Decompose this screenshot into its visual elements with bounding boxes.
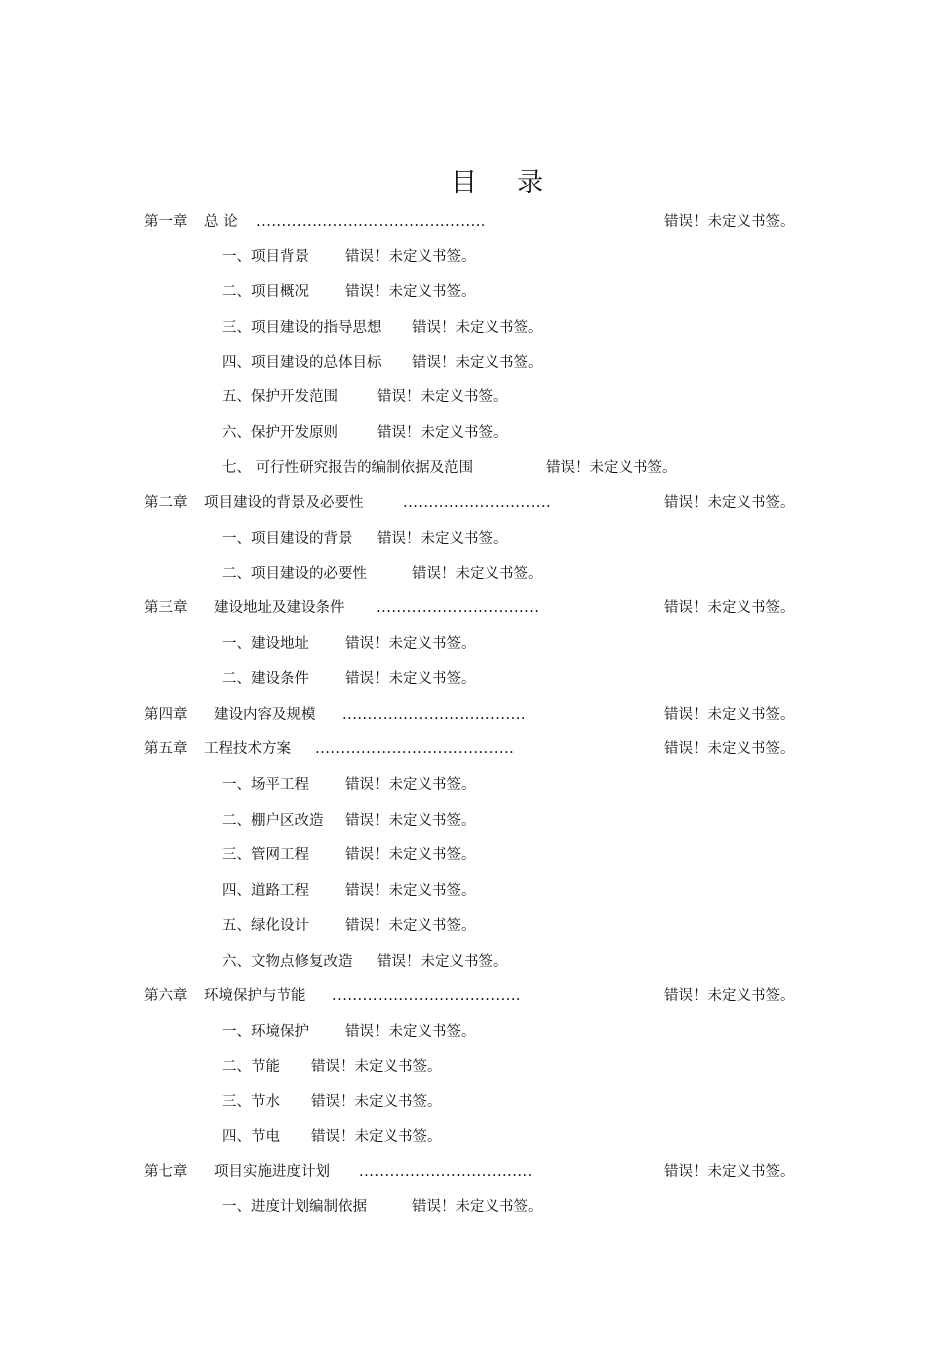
section-title: 三、项目建设的指导思想 xyxy=(222,320,382,336)
toc-section[interactable] xyxy=(0,421,950,445)
chapter-number: 第四章 xyxy=(144,707,188,723)
toc-chapter-6[interactable] xyxy=(0,984,950,1008)
page-ref-error: 错误！未定义书签。 xyxy=(345,813,476,829)
toc-section[interactable] xyxy=(0,1055,950,1079)
toc-section[interactable] xyxy=(0,950,950,974)
section-title: 一、项目背景 xyxy=(222,249,309,265)
toc-section[interactable] xyxy=(0,1090,950,1114)
chapter-title: 建设地址及建设条件 xyxy=(214,600,345,616)
page-ref-error: 错误！未定义书签。 xyxy=(311,1059,442,1075)
leader-dots: .................................. xyxy=(359,1164,533,1180)
page-ref-error: 错误！未定义书签。 xyxy=(546,460,677,476)
section-title: 五、绿化设计 xyxy=(222,918,309,934)
leader-dots: .................................... xyxy=(342,707,526,723)
toc-section[interactable] xyxy=(0,632,950,656)
section-title: 二、项目概况 xyxy=(222,284,309,300)
toc-chapter-1[interactable] xyxy=(0,210,950,234)
toc-section[interactable] xyxy=(0,562,950,586)
page-ref-error: 错误！未定义书签。 xyxy=(377,389,508,405)
page-ref-error: 错误！未定义书签。 xyxy=(377,425,508,441)
page-ref-error: 错误！未定义书签。 xyxy=(664,707,795,723)
page-ref-error: 错误！未定义书签。 xyxy=(345,249,476,265)
page-ref-error: 错误！未定义书签。 xyxy=(345,636,476,652)
page-ref-error: 错误！未定义书签。 xyxy=(345,918,476,934)
page-ref-error: 错误！未定义书签。 xyxy=(664,600,795,616)
chapter-number: 第六章 xyxy=(144,988,188,1004)
page-ref-error: 错误！未定义书签。 xyxy=(345,777,476,793)
section-title: 六、文物点修复改造 xyxy=(222,954,353,970)
chapter-title: 项目建设的背景及必要性 xyxy=(204,495,364,511)
toc-section[interactable] xyxy=(0,843,950,867)
page-ref-error: 错误！未定义书签。 xyxy=(345,284,476,300)
leader-dots: ....................................... xyxy=(315,741,515,757)
section-title: 四、节电 xyxy=(222,1129,280,1145)
page-ref-error: 错误！未定义书签。 xyxy=(377,954,508,970)
toc-section[interactable] xyxy=(0,773,950,797)
toc-chapter-4[interactable] xyxy=(0,703,950,727)
toc-section[interactable] xyxy=(0,809,950,833)
leader-dots: ............................. xyxy=(403,495,552,511)
section-title: 二、棚户区改造 xyxy=(222,813,324,829)
page-ref-error: 错误！未定义书签。 xyxy=(311,1129,442,1145)
page-ref-error: 错误！未定义书签。 xyxy=(377,531,508,547)
page-ref-error: 错误！未定义书签。 xyxy=(664,1164,795,1180)
section-title: 四、道路工程 xyxy=(222,883,309,899)
leader-dots: ................................ xyxy=(376,600,540,616)
page-ref-error: 错误！未定义书签。 xyxy=(311,1094,442,1110)
chapter-number: 第五章 xyxy=(144,741,188,757)
page-ref-error: 错误！未定义书签。 xyxy=(664,214,795,230)
page-ref-error: 错误！未定义书签。 xyxy=(345,1024,476,1040)
chapter-title: 工程技术方案 xyxy=(204,741,291,757)
page-ref-error: 错误！未定义书签。 xyxy=(664,988,795,1004)
section-title: 六、保护开发原则 xyxy=(222,425,338,441)
page-ref-error: 错误！未定义书签。 xyxy=(664,741,795,757)
toc-section[interactable] xyxy=(0,1020,950,1044)
section-title: 一、建设地址 xyxy=(222,636,309,652)
chapter-number: 第七章 xyxy=(144,1164,188,1180)
toc-chapter-2[interactable] xyxy=(0,491,950,515)
toc-chapter-7[interactable] xyxy=(0,1160,950,1184)
toc-section[interactable] xyxy=(0,527,950,551)
chapter-title: 环境保护与节能 xyxy=(204,988,306,1004)
section-title: 一、进度计划编制依据 xyxy=(222,1199,367,1215)
section-title: 一、场平工程 xyxy=(222,777,309,793)
chapter-number: 第一章 xyxy=(144,214,188,230)
toc-section[interactable] xyxy=(0,1195,950,1219)
page-ref-error: 错误！未定义书签。 xyxy=(664,495,795,511)
toc-section[interactable] xyxy=(0,385,950,409)
page-ref-error: 错误！未定义书签。 xyxy=(412,1199,543,1215)
page-ref-error: 错误！未定义书签。 xyxy=(412,320,543,336)
page-ref-error: 错误！未定义书签。 xyxy=(412,355,543,371)
chapter-title: 建设内容及规模 xyxy=(214,707,316,723)
section-title: 一、项目建设的背景 xyxy=(222,531,353,547)
section-title: 一、环境保护 xyxy=(222,1024,309,1040)
section-title: 二、节能 xyxy=(222,1059,280,1075)
toc-section[interactable] xyxy=(0,351,950,375)
section-title: 四、项目建设的总体目标 xyxy=(222,355,382,371)
section-title: 五、保护开发范围 xyxy=(222,389,338,405)
chapter-title: 项目实施进度计划 xyxy=(214,1164,330,1180)
toc-chapter-3[interactable] xyxy=(0,596,950,620)
section-title: 七、 可行性研究报告的编制依据及范围 xyxy=(222,460,474,476)
page-ref-error: 错误！未定义书签。 xyxy=(345,847,476,863)
chapter-number: 第二章 xyxy=(144,495,188,511)
toc-chapter-5[interactable] xyxy=(0,737,950,761)
toc-section[interactable] xyxy=(0,1125,950,1149)
toc-section[interactable] xyxy=(0,456,950,480)
toc-section[interactable] xyxy=(0,280,950,304)
toc-section[interactable] xyxy=(0,245,950,269)
section-title: 三、节水 xyxy=(222,1094,280,1110)
page-ref-error: 错误！未定义书签。 xyxy=(412,566,543,582)
toc-section[interactable] xyxy=(0,914,950,938)
page-title: 目 录 xyxy=(450,168,560,198)
toc-section[interactable] xyxy=(0,667,950,691)
toc-section[interactable] xyxy=(0,316,950,340)
page-ref-error: 错误！未定义书签。 xyxy=(345,671,476,687)
section-title: 二、项目建设的必要性 xyxy=(222,566,367,582)
chapter-title: 总 论 xyxy=(204,214,238,230)
leader-dots: ..................................... xyxy=(332,988,522,1004)
section-title: 三、管网工程 xyxy=(222,847,309,863)
leader-dots: ............................................. xyxy=(256,214,486,230)
chapter-number: 第三章 xyxy=(144,600,188,616)
section-title: 二、建设条件 xyxy=(222,671,309,687)
toc-section[interactable] xyxy=(0,879,950,903)
page-ref-error: 错误！未定义书签。 xyxy=(345,883,476,899)
